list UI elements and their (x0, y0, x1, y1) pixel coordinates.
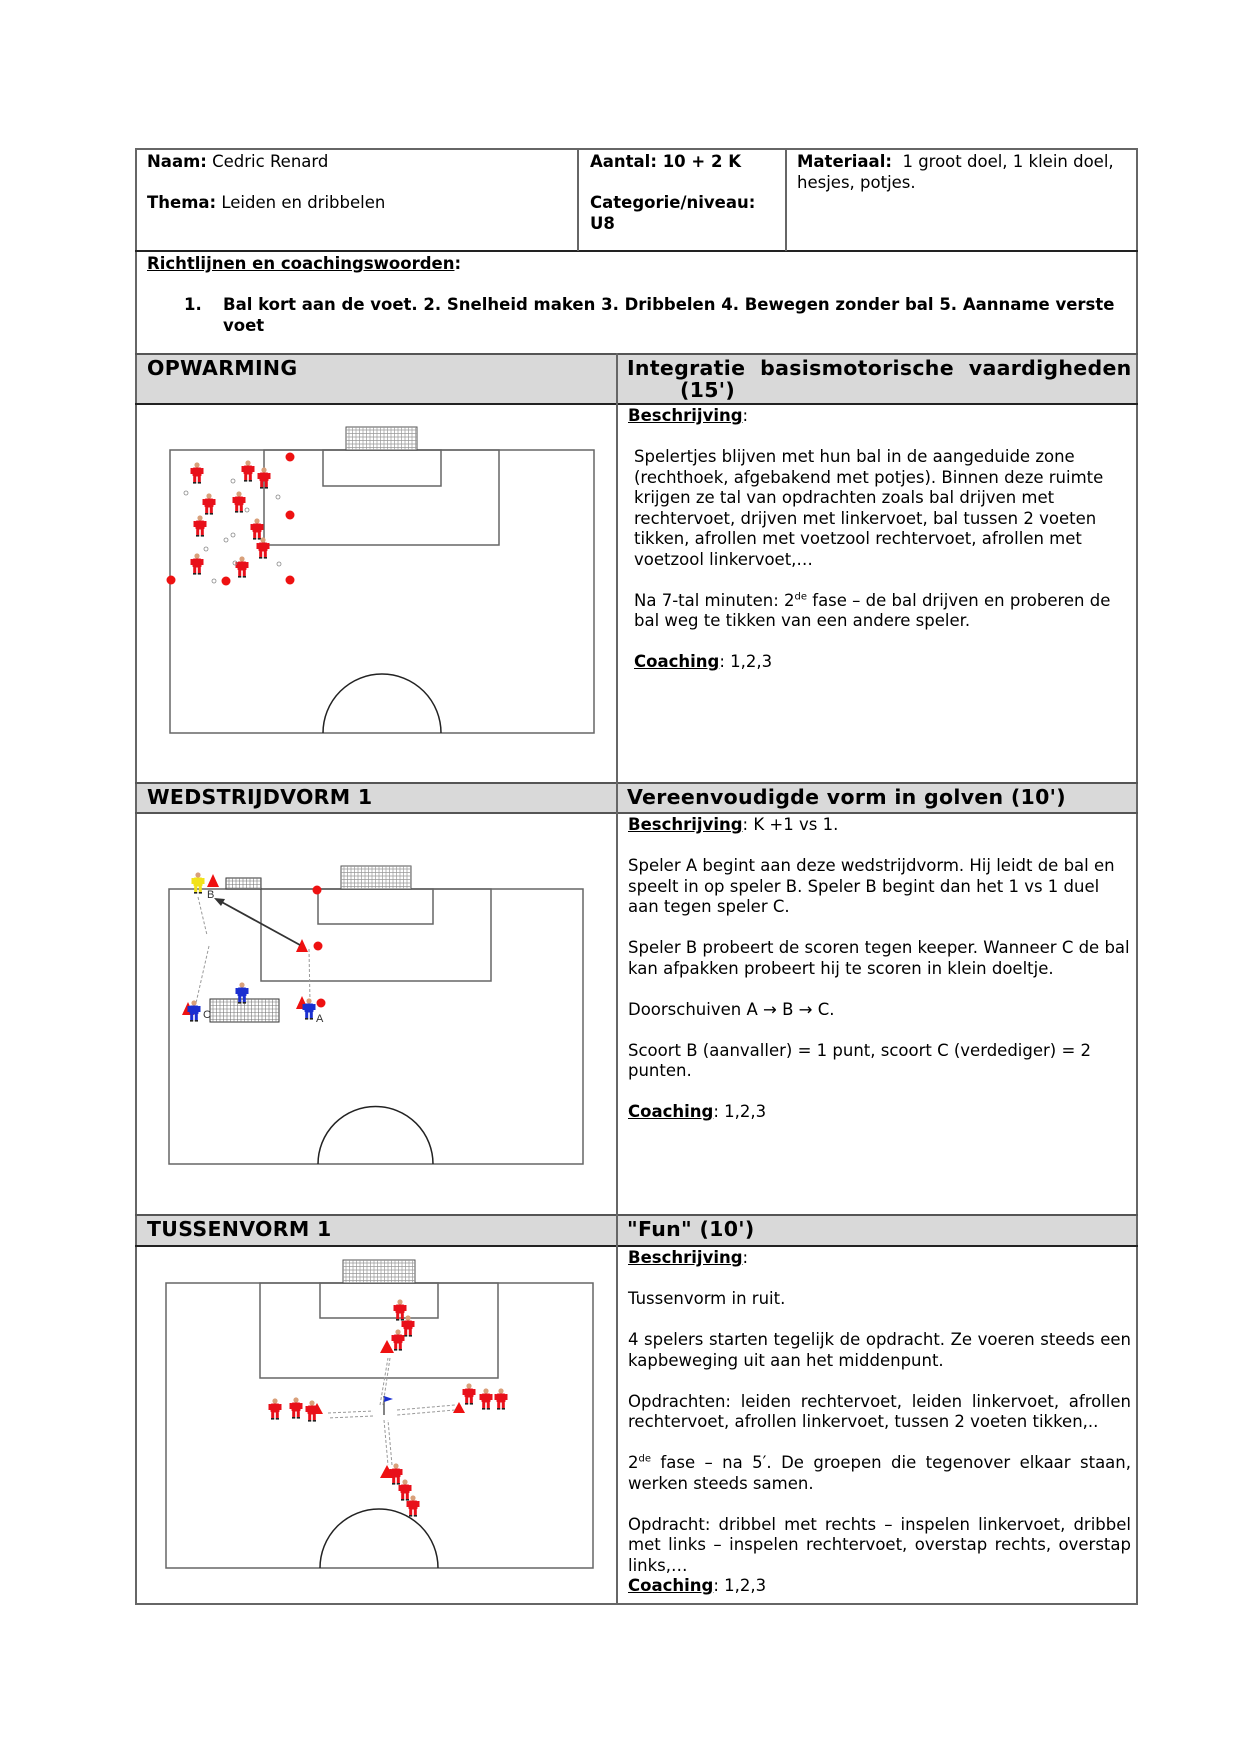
phase-suffix: fase – de bal drijven en proberen de bal weg te tikken van een andere speler. (634, 590, 1111, 630)
cone-icon (453, 1402, 465, 1413)
player-icon (480, 1388, 493, 1409)
label-c: C (203, 1009, 211, 1021)
aantal-value: 10 + 2 K (662, 152, 741, 171)
section-title: Vereenvoudigde vorm in golven (10') (627, 785, 1066, 809)
phase-sup: de (794, 591, 808, 602)
player-icon (269, 1398, 282, 1419)
coaching-label: Coaching (634, 652, 720, 671)
dribble-paths (328, 1358, 455, 1465)
naam-value: Cedric Renard (212, 152, 329, 171)
description-paragraph: Spelertjes blijven met hun bal in de aangeduide zone (rechthoek, afgebakend met potjes). Binnen deze ruimte krijgen ze tal van opdrachten zoals bal drijven met rechtervoet, drijven met linkervoet, bal tussen 2 voeten tikken, afrollen met voetzool rechtervoet, afrollen met voetzool linkervoet,… (634, 447, 1104, 569)
naam-label: Naam: (147, 152, 207, 171)
section-name: WEDSTRIJDVORM 1 (147, 785, 373, 809)
description-paragraph: Tussenvorm in ruit. (628, 1289, 786, 1308)
section-title-line2: (15') (680, 378, 736, 402)
guidelines-item-text: Bal kort aan de voet. 2. Snelheid maken 3. Dribbelen 4. Bewegen zonder bal 5. Aanname verste voet (223, 295, 1115, 335)
penalty-area (260, 1283, 498, 1378)
goal-area (320, 1283, 438, 1318)
player-icon (390, 1463, 403, 1484)
categorie-value: U8 (590, 213, 615, 233)
player-icon (290, 1397, 303, 1418)
guidelines-item-number: 1. (184, 295, 202, 314)
divider (616, 782, 618, 1215)
label-b: B (207, 889, 215, 901)
phase-sup: de (638, 1453, 651, 1465)
center-flag-icon (384, 1396, 393, 1415)
phase-suffix: fase – na 5′. De groepen die tegenover elkaar staan, werken steeds samen. (628, 1453, 1131, 1493)
section-name: TUSSENVORM 1 (147, 1217, 332, 1241)
description-paragraph: Scoort B (aanvaller) = 1 punt, scoort C (verdediger) = 2 punten. (628, 1040, 1092, 1080)
coaching-value: : 1,2,3 (713, 1576, 767, 1595)
aantal-label: Aantal: (590, 152, 657, 171)
description-label: Beschrijving (628, 406, 743, 425)
section-name: OPWARMING (147, 356, 298, 380)
phase-prefix: 2 (628, 1453, 639, 1472)
description-paragraph: Speler B probeert de scoren tegen keeper. Wanneer C de bal kan afpakken probeert hij te scoren in klein doeltje. (628, 938, 1130, 978)
player-icon (399, 1479, 412, 1500)
label-a: A (316, 1013, 324, 1025)
divider (616, 353, 618, 783)
coaching-value: : 1,2,3 (719, 652, 773, 671)
description-label: Beschrijving (628, 815, 743, 834)
description-suffix: : K +1 vs 1. (742, 815, 839, 834)
section-title-text: Integratie basismotorische vaardigheden (627, 356, 1132, 380)
player-icon (495, 1388, 508, 1409)
pitch-outline (166, 1283, 593, 1568)
materiaal-value: 1 groot doel, 1 klein doel, hesjes, potjes. (797, 152, 1114, 192)
description-paragraph: Opdracht: dribbel met rechts – inspelen linkervoet, dribbel met links – inspelen rechtervoet, overstap rechts, overstap links,… (628, 1514, 1131, 1575)
description-paragraph: Doorschuiven A → B → C. (628, 999, 835, 1019)
description-paragraph: Speler A begint aan deze wedstrijdvorm. Hij leidt de bal en speelt in op speler B. Speler B begint dan het 1 vs 1 duel aan tegen speler C. (628, 856, 1115, 916)
pitch (166, 1283, 593, 1568)
coaching-value: : 1,2,3 (713, 1102, 767, 1121)
section-title: "Fun" (10') (627, 1217, 755, 1241)
description-suffix: : (742, 1248, 749, 1267)
materiaal-label: Materiaal: (797, 152, 892, 171)
thema-value: Leiden en dribbelen (221, 193, 386, 212)
player-icon (463, 1383, 476, 1404)
description-paragraph: 4 spelers starten tegelijk de opdracht. Ze voeren steeds een kapbeweging uit aan het middenpunt. (628, 1330, 1131, 1370)
guidelines-title: Richtlijnen en coachingswoorden (147, 254, 455, 273)
guidelines-colon: : (454, 254, 462, 273)
coaching-label: Coaching (628, 1576, 714, 1595)
coaching-label: Coaching (628, 1102, 714, 1121)
description-suffix: : (742, 406, 749, 425)
player-icon (306, 1400, 319, 1421)
center-circle (320, 1509, 438, 1568)
description-paragraph: Opdrachten: leiden rechtervoet, leiden linkervoet, afrollen rechtervoet, afrollen linkervoet, tussen 2 voeten tikken,.. (628, 1391, 1131, 1431)
goal-net-icon (343, 1260, 415, 1283)
phase-prefix: Na 7-tal minuten: 2 (634, 590, 795, 610)
categorie-label: Categorie/niveau: (590, 193, 756, 212)
player-icon (392, 1329, 405, 1350)
divider (616, 1214, 618, 1605)
thema-label: Thema: (147, 193, 217, 212)
cone-icon (380, 1340, 394, 1353)
description-label: Beschrijving (628, 1248, 743, 1267)
